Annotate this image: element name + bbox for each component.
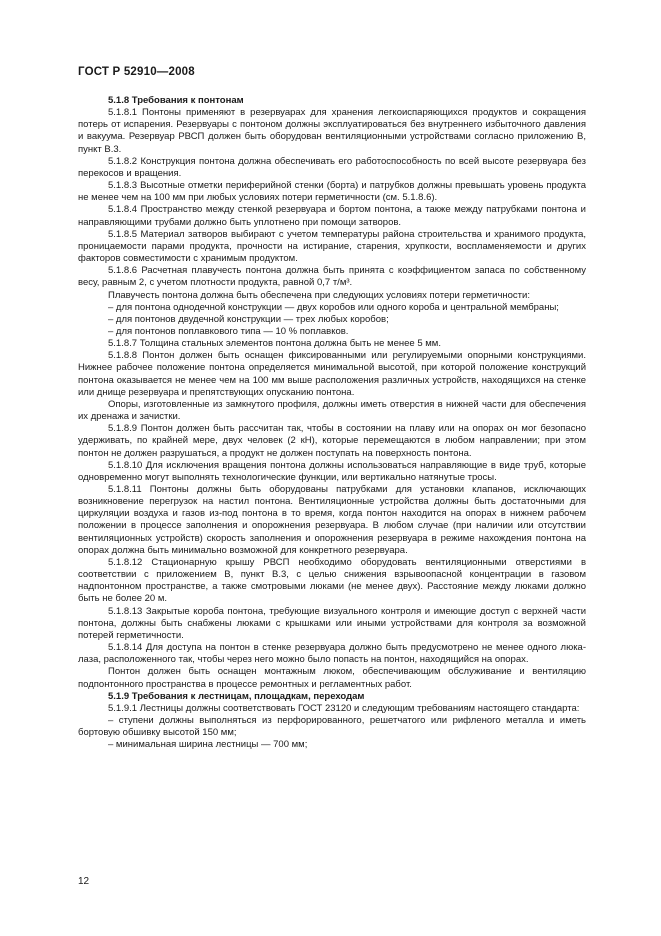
clause-5-1-8-5: 5.1.8.5 Материал затворов выбирают с учетом температуры района строительства и хранимого продукта, проницаемости парами продукта, прочности на истирание, старения, хрупкости, воспламеняемости и других факторов совместимости с хранимым продуктом. [78, 228, 586, 265]
clause-5-1-8-3: 5.1.8.3 Высотные отметки периферийной стенки (борта) и патрубков должны превышать уровень продукта не менее чем на 100 мм при любых условиях потери герметичности (см. 5.1.8.6). [78, 180, 586, 204]
list-item-double-deck: – для понтонов двудечной конструкции — трех любых коробов; [108, 313, 389, 325]
document-header: ГОСТ Р 52910—2008 [78, 66, 195, 78]
list-item-float-type: – для понтонов поплавкового типа — 10 % поплавков. [108, 325, 349, 337]
section-heading-5-1-8: 5.1.8 Требования к понтонам [108, 95, 244, 106]
clause-5-1-8-8: 5.1.8.8 Понтон должен быть оснащен фиксированными или регулируемыми опорными конструкциями. Нижнее рабочее положение понтона определяется минимальной высотой, при которой положение конструкций понтона оказывается не менее чем на 100 мм выше расположения различных устройств, находящихся на стенке или днище резервуара и препятствующих опусканию понтона. [78, 350, 586, 398]
clause-5-1-8-1: 5.1.8.1 Понтоны применяют в резервуарах для хранения легкоиспаряющихся продуктов и сокращения потерь от испарения. Резервуары с понтоном должны эксплуатироваться без внутреннего избыточного давления и вакуума. Резервуар РВСП должен быть оборудован вентиляционными устройствами согласно приложению В, пункт В.3. [78, 107, 586, 155]
clause-5-1-8-13: 5.1.8.13 Закрытые короба понтона, требующие визуального контроля и имеющие доступ с верхней части понтона, должны быть снабжены люками с крышками или иными устройствами для контроля за возможной потерей герметичности. [78, 605, 586, 641]
clause-5-1-8-14: 5.1.8.14 Для доступа на понтон в стенке резервуара должно быть предусмотрено не менее одного люка-лаза, расположенного так, чтобы через него можно было попасть на понтон, находящийся на опорах. [78, 642, 586, 666]
document-body [78, 95, 586, 751]
clause-5-1-8-7: 5.1.8.7 Толщина стальных элементов понтона должна быть не менее 5 мм. [108, 338, 441, 350]
section-heading-5-1-9: 5.1.9 Требования к лестницам, площадкам, переходам [108, 690, 365, 702]
clause-5-1-8-6: 5.1.8.6 Расчетная плавучесть понтона должна быть принята с коэффициентом запаса по собственному весу, равным 2, с учетом плотности продукта, равной 0,7 т/м³. [78, 265, 586, 289]
clause-5-1-8-4: 5.1.8.4 Пространство между стенкой резервуара и бортом понтона, а также между патрубками понтона и направляющими трубами должно быть уплотнено при помощи затворов. [78, 204, 586, 228]
clause-5-1-8-9: 5.1.8.9 Понтон должен быть рассчитан так, чтобы в состоянии на плаву или на опорах он мог безопасно удерживать, по крайней мере, двух человек (2 кН), которые перемещаются в любом направлении; при этом понтон не должен разрушаться, а продукт не должен поступать на поверхность понтона. [78, 423, 586, 459]
clause-5-1-8-6-note: Плавучесть понтона должна быть обеспечена при следующих условиях потери герметичности: [108, 289, 530, 301]
clause-5-1-8-11: 5.1.8.11 Понтоны должны быть оборудованы патрубками для установки клапанов, исключающих возникновение перегрузок на настил понтона. Вентиляционные устройства должны быть достаточными для циркуляции воздуха и газов из-под понтона в то время, когда понтон находится на опорах в нижнем рабочем положении в процессе заполнения и опорожнения резервуара. В любом случае (при наличии или отсутствии вентиляционных устройств) скорость заполнения и опорожнения резервуара в режиме нахождения понтона на опорах должна быть минимально возможной для конкретного резервуара. [78, 484, 586, 556]
clause-5-1-8-14-hatch: Понтон должен быть оснащен монтажным люком, обеспечивающим обслуживание и вентиляцию подпонтонного пространства в процессе ремонтных и регламентных работ. [78, 666, 586, 690]
clause-5-1-8-10: 5.1.8.10 Для исключения вращения понтона должны использоваться направляющие в виде труб, которые одновременно могут выполнять технологические функции, или вертикально натянутые тросы. [78, 459, 586, 483]
list-item-min-width: – минимальная ширина лестницы — 700 мм; [108, 739, 308, 751]
page-number: 12 [78, 876, 90, 887]
clause-5-1-8-2: 5.1.8.2 Конструкция понтона должна обеспечивать его работоспособность по всей высоте резервуара без перекосов и вращения. [78, 155, 586, 179]
clause-5-1-8-8-supports: Опоры, изготовленные из замкнутого профиля, должны иметь отверстия в нижней части для обеспечения их дренажа и зачистки. [78, 398, 586, 423]
clause-5-1-8-12: 5.1.8.12 Стационарную крышу РВСП необходимо оборудовать вентиляционными отверстиями в соответствии с приложением В, пункт В.3, с целью снижения взрывоопасной концентрации в газовом надпонтонном пространстве, а также смотровыми люками (не менее двух). Расстояние между люками должно быть не более 20 м. [78, 556, 586, 605]
clause-5-1-9-1: 5.1.9.1 Лестницы должны соответствовать ГОСТ 23120 и следующим требованиям настоящего стандарта: [108, 702, 580, 714]
list-item-steps: – ступени должны выполняться из перфорированного, решетчатого или рифленого металла и иметь бортовую обшивку высотой 150 мм; [78, 714, 586, 739]
list-item-single-deck: – для понтона однодечной конструкции — двух коробов или одного короба и центральной мембраны; [108, 301, 559, 313]
